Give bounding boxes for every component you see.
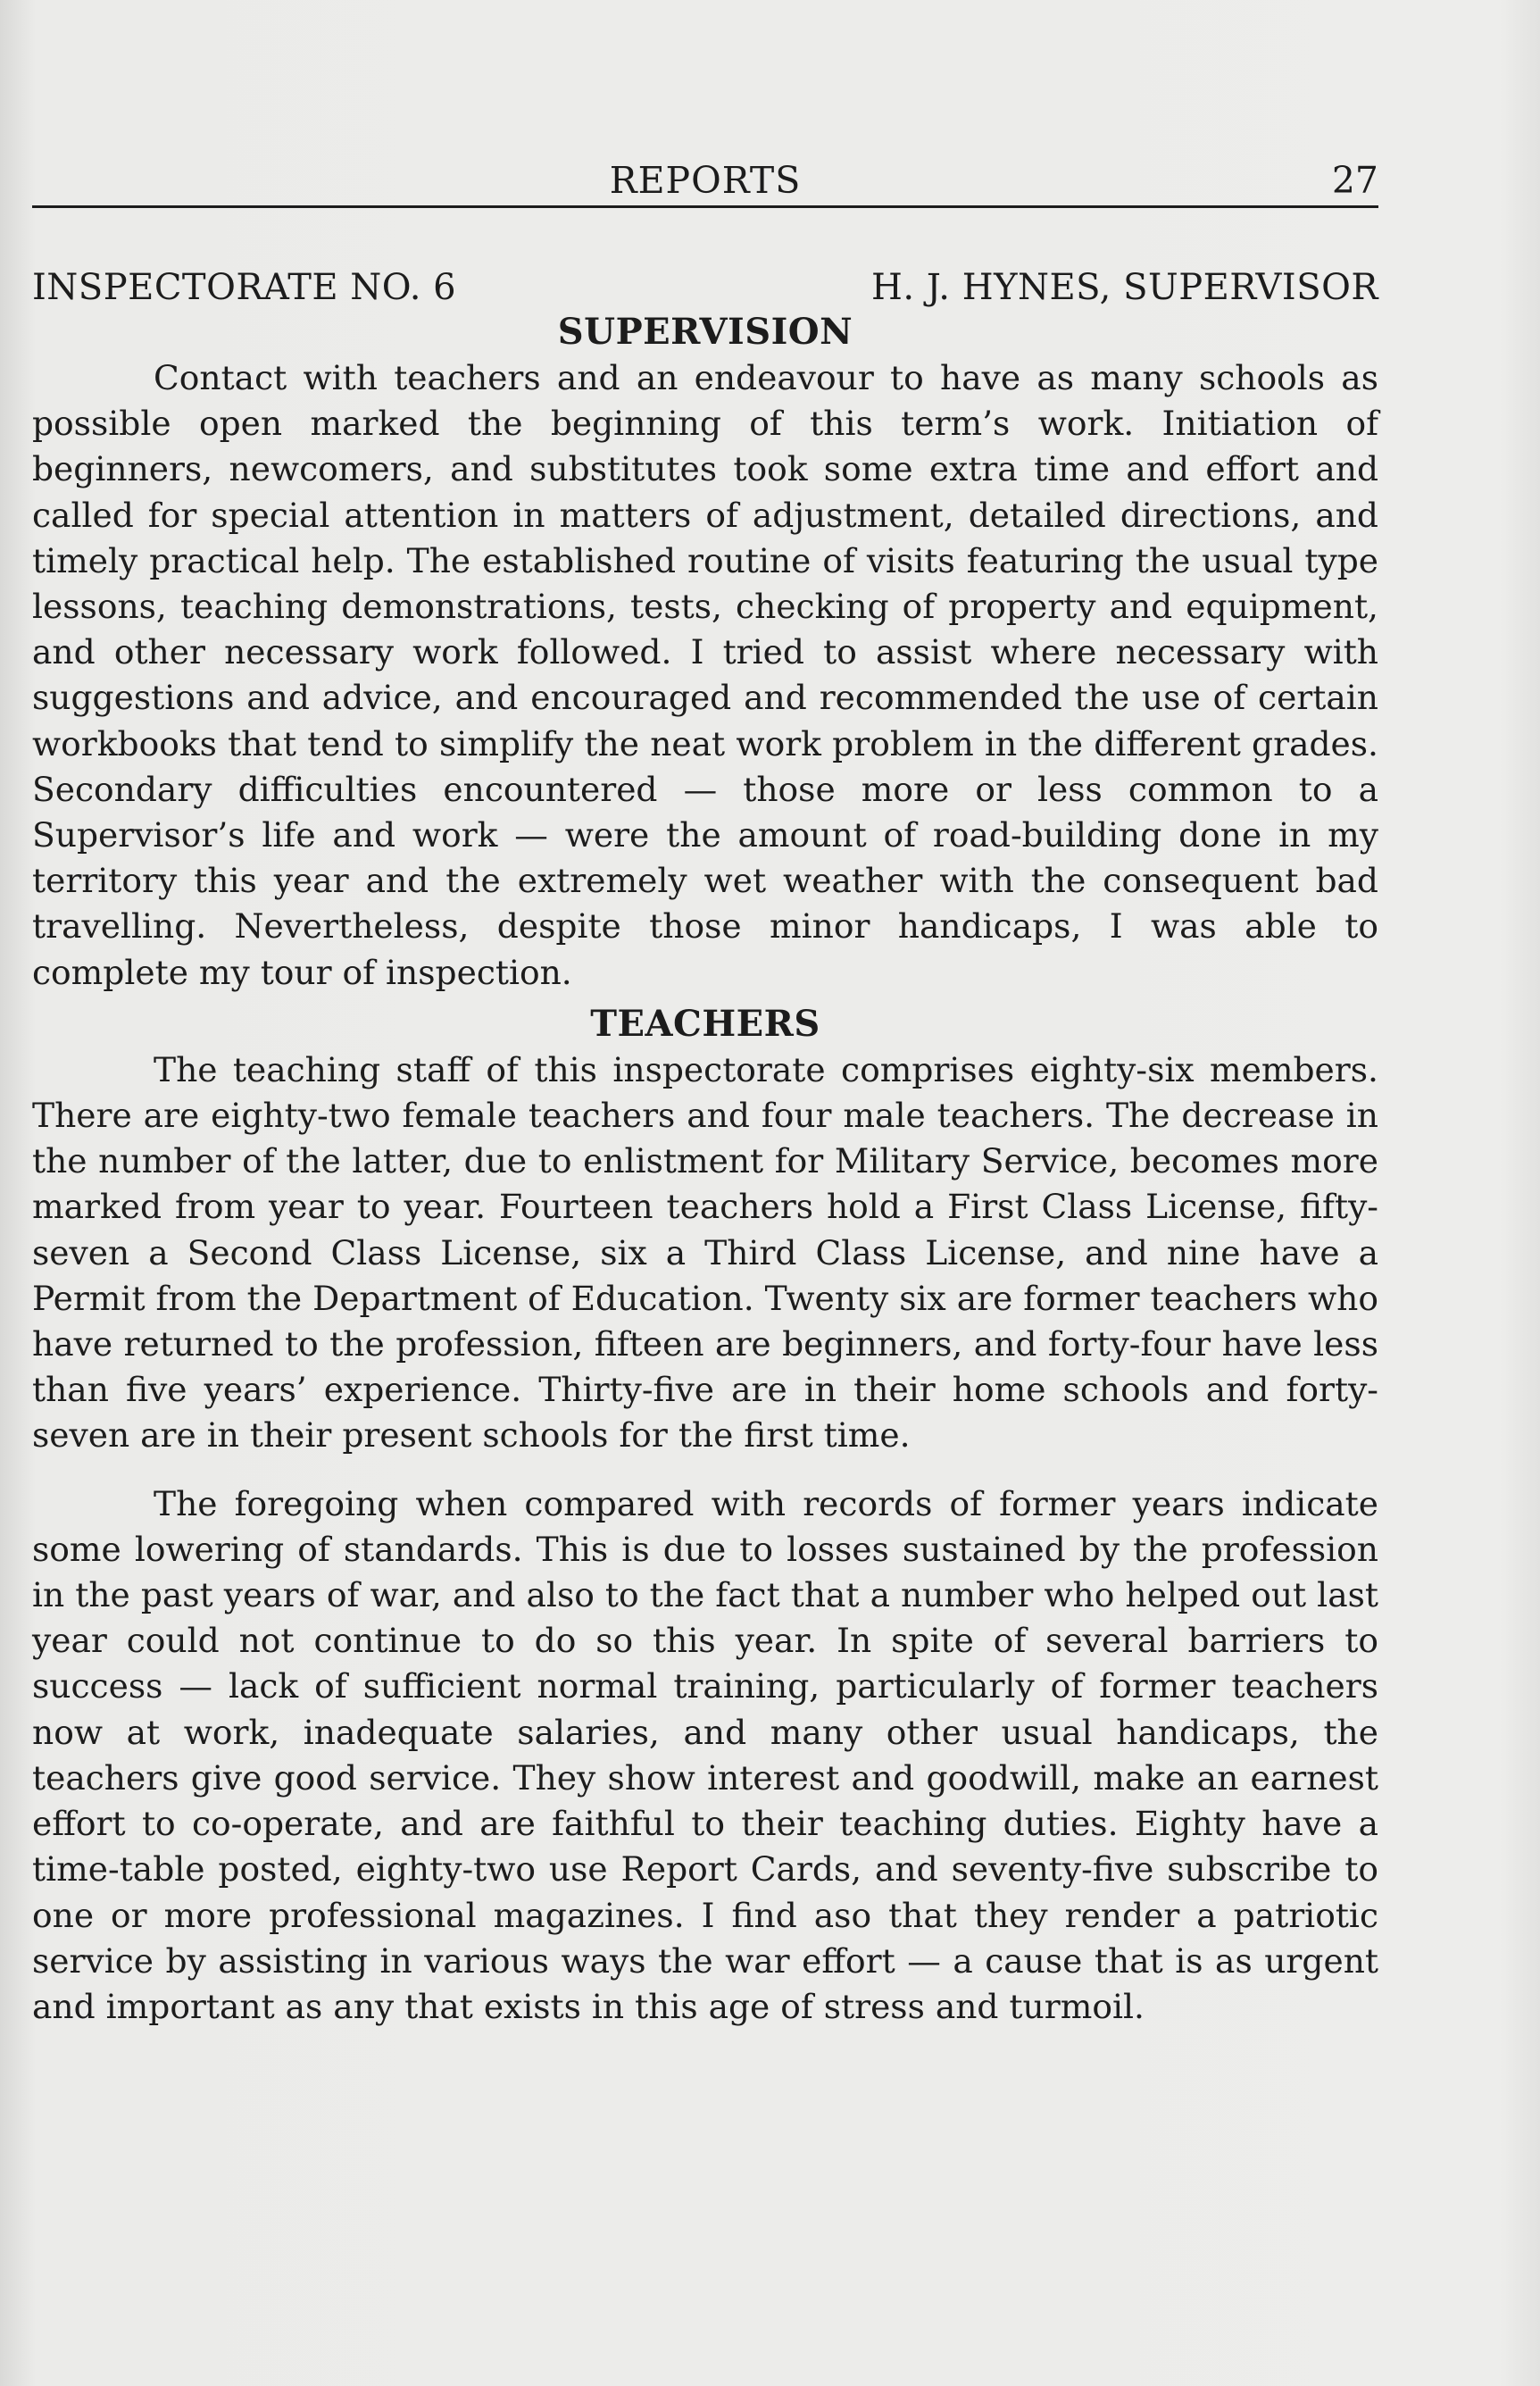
paragraph-supervision: Contact with teachers and an endeavour to have as many schools as possible open marked the beginning of this term’s work. Initiation of beginners, newcomers, and substitutes took some extra time and effort and called for special attention in matters of adjustment, detailed directions, and timely practical help. The established routine of visits featuring the usual type lessons, teaching demonstrations, tests, checking of property and equipment, and other necessary work followed. I tried to assist where necessary with suggestions and advice, and encouraged and recommended the use of certain workbooks that tend to simplify the neat work problem in the different grades. Secondary difficulties encountered — those more or less common to a Supervisor’s life and work — were the amount of road-building done in my territory this year and the extremely wet weather with the consequent bad travelling. Nevertheless, despite those minor handicaps, I was able to complete my tour of inspection. xyxy=(32,358,1378,992)
paragraph-teachers-standards: The foregoing when compared with records of former years indicate some lowering of standards. This is due to losses sustained by the profession in the past years of war, and also to the fact that a number who helped out last year could not continue to do so this year. In spite of several barriers to success — lack of sufficient normal training, particularly of former teachers now at work, inadequate salaries, and many other usual handicaps, the teachers give good service. They show interest and goodwill, make an earnest effort to co-operate, and are faithful to their teaching duties. Eighty have a time-table posted, eighty-two use Report Cards, and seventy-five subscribe to one or more professional magazines. I find aso that they render a patriotic service by assisting in various ways the war effort — a cause that is as urgent and important as any that exists in this age of stress and turmoil. xyxy=(32,1483,1378,2026)
section-heading-teachers: TEACHERS xyxy=(590,1002,820,1045)
supervisor-name: H. J. HYNES, SUPERVISOR xyxy=(871,267,1378,308)
section-heading-supervision: SUPERVISION xyxy=(557,311,853,353)
running-title: REPORTS xyxy=(609,159,802,202)
paragraph-teachers-staff: The teaching staff of this inspectorate comprises eighty-six members. There are eighty-two female teachers and four male teachers. The decrease in the number of the latter, due to enlistment for Military Service, becomes more marked from year to year. Fourteen teachers hold a First Class License, fifty-seven a Second Class License, six a Third Class License, and nine have a Permit from the Department of Education. Twenty six are former teachers who have returned to the profession, fifteen are beginners, and forty-four have less than five years’ experience. Thirty-five are in their home schools and forty-seven are in their present schools for the first time. xyxy=(32,1049,1378,1456)
page-header xyxy=(32,155,1378,208)
report-body xyxy=(32,264,1378,2030)
report-byline xyxy=(32,264,1378,311)
page-number: 27 xyxy=(1331,159,1378,202)
inspectorate-label: INSPECTORATE NO. 6 xyxy=(32,267,457,308)
